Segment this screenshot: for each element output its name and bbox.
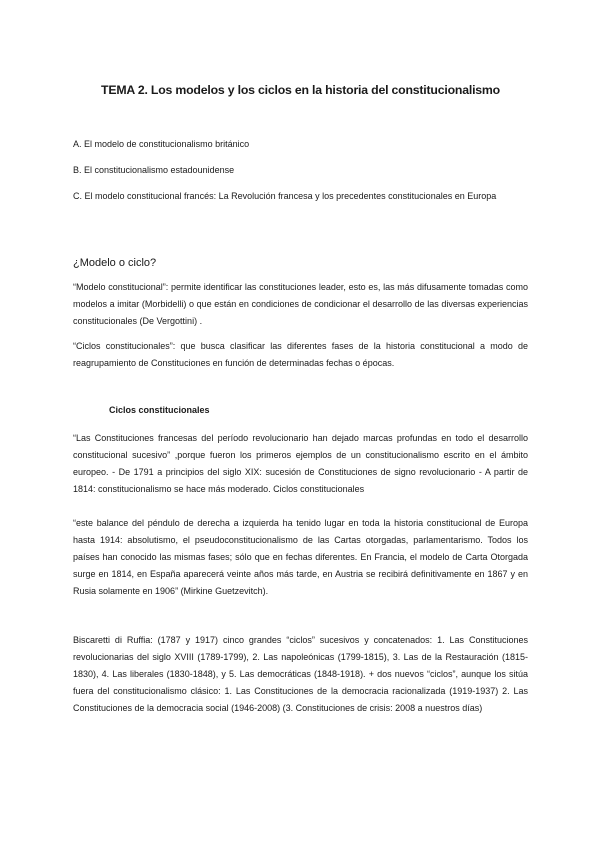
outline-item-b: B. El constitucionalismo estadounidense: [73, 165, 235, 175]
paragraph-francesas: “Las Constituciones francesas del período revolucionario han dejado marcas profundas en todo el desarrollo constitucional sucesivo” ,porque fueron los primeros ejemplos de un constitucionalismo escrito en el ámbito europeo. - De 1791 a principios del siglo XIX: sucesión de Constituciones de signo revolucionario - A partir de 1814: constitucionalismo se hace más moderado. Ciclos constitucionales: [73, 433, 528, 494]
subheading-ciclos: Ciclos constitucionales: [109, 405, 210, 415]
paragraph-modelo: “Modelo constitucional”: permite identificar las constituciones leader, esto es, las más difusamente tomadas como modelos a imitar (Morbidelli) o que están en condiciones de condicionar el desarrollo de las diversas experiencias constitucionales (De Vergottini) .: [73, 282, 528, 326]
document-title: TEMA 2. Los modelos y los ciclos en la historia del constitucionalismo: [101, 83, 500, 97]
paragraph-ciclos: “Ciclos constitucionales”: que busca clasificar las diferentes fases de la historia constitucional a modo de reagrupamiento de Constituciones en función de determinadas fechas o épocas.: [73, 341, 528, 368]
paragraph-pendulo: “este balance del péndulo de derecha a izquierda ha tenido lugar en toda la historia constitucional de Europa hasta 1914: absolutismo, el pseudoconstitucionalismo de las Cartas otorgadas, parlamentarismo. Todos los países han conocido las mismas fases; sólo que en fechas diferentes. En Francia, el modelo de Carta Otorgada surge en 1814, en España aparecerá veinte años más tarde, en Austria se recibirá definitivamente en 1867 y en Rusia solamente en 1906” (Mirkine Guetzevitch).: [73, 518, 528, 596]
paragraph-biscaretti: Biscaretti di Ruffia: (1787 y 1917) cinco grandes “ciclos” sucesivos y concatenados: 1. Las Constituciones revolucionarias del siglo XVIII (1789-1799), 2. Las napoleónicas (1799-1815), 3. Las de la Restauración (1815-1830), 4. Las liberales (1830-1848), y 5. Las democráticas (1848-1918). + dos nuevos “ciclos”, aunque los sitúa fuera del constitucionalismo clásico: 1. Las Constituciones de la democracia racionalizada (1919-1937) 2. Las Constituciones de la democracia social (1946-2008) (3. Constituciones de crisis: 2008 a nuestros días): [73, 635, 528, 713]
outline-item-a: A. El modelo de constitucionalismo británico: [73, 139, 250, 149]
section-heading: ¿Modelo o ciclo?: [73, 257, 157, 269]
outline-item-c: C. El modelo constitucional francés: La Revolución francesa y los precedentes constitucionales en Europa: [73, 191, 497, 201]
